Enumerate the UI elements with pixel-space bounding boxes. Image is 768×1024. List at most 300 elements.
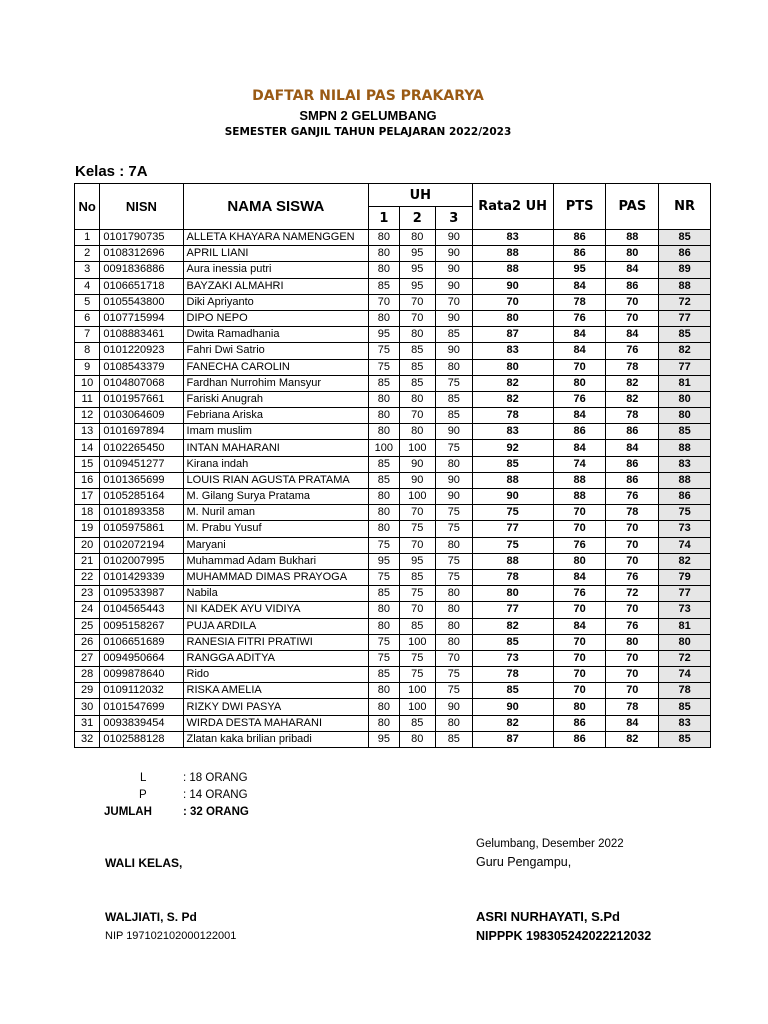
cell-nisn: 0108883461 [100,327,183,343]
cell-uh3: 85 [436,408,473,424]
cell-uh2: 95 [399,262,436,278]
cell-pts: 70 [553,683,606,699]
cell-uh2: 80 [399,230,436,246]
cell-pts: 84 [553,408,606,424]
cell-no: 18 [75,505,100,521]
cell-pts: 70 [553,634,606,650]
cell-pas: 82 [606,731,659,747]
header-uh: UH [369,184,472,207]
cell-uh3: 85 [436,731,473,747]
cell-nisn: 0104807068 [100,375,183,391]
cell-uh2: 100 [399,489,436,505]
cell-pts: 70 [553,505,606,521]
cell-rata2: 92 [472,440,553,456]
cell-uh2: 85 [399,343,436,359]
table-row [75,489,711,505]
cell-rata2: 90 [472,489,553,505]
cell-uh2: 80 [399,424,436,440]
cell-nr: 86 [659,489,711,505]
cell-uh3: 90 [436,230,473,246]
cell-nama: Muhammad Adam Bukhari [183,553,369,569]
cell-nisn: 0101429339 [100,569,183,585]
cell-nisn: 0106651718 [100,278,183,294]
cell-uh2: 70 [399,537,436,553]
cell-uh3: 90 [436,310,473,326]
cell-uh2: 85 [399,569,436,585]
cell-rata2: 78 [472,667,553,683]
cell-nama: Rido [183,667,369,683]
cell-rata2: 80 [472,310,553,326]
cell-uh1: 95 [369,327,399,343]
cell-pas: 70 [606,602,659,618]
cell-pas: 88 [606,230,659,246]
cell-no: 30 [75,699,100,715]
cell-uh1: 80 [369,683,399,699]
wali-kelas-nip: NIP 197102102000122001 [105,930,237,942]
cell-nisn: 0101893358 [100,505,183,521]
cell-uh2: 70 [399,294,436,310]
cell-nama: Febriana Ariska [183,408,369,424]
cell-nama: Dwita Ramadhania [183,327,369,343]
cell-nr: 77 [659,359,711,375]
cell-pts: 84 [553,278,606,294]
cell-no: 19 [75,521,100,537]
table-row [75,586,711,602]
cell-rata2: 90 [472,278,553,294]
cell-uh3: 90 [436,262,473,278]
cell-uh2: 95 [399,246,436,262]
cell-no: 27 [75,650,100,666]
cell-nama: RISKA AMELIA [183,683,369,699]
cell-rata2: 77 [472,602,553,618]
cell-pas: 84 [606,327,659,343]
cell-no: 2 [75,246,100,262]
cell-pts: 84 [553,343,606,359]
cell-nisn: 0101547699 [100,699,183,715]
cell-uh1: 80 [369,246,399,262]
cell-pts: 76 [553,391,606,407]
cell-nama: Zlatan kaka brilian pribadi [183,731,369,747]
cell-pas: 78 [606,699,659,715]
cell-nr: 81 [659,618,711,634]
place-date: Gelumbang, Desember 2022 [476,838,624,850]
cell-uh2: 95 [399,553,436,569]
table-row [75,715,711,731]
cell-nisn: 0108312696 [100,246,183,262]
cell-uh2: 100 [399,440,436,456]
cell-no: 21 [75,553,100,569]
cell-pas: 86 [606,456,659,472]
cell-uh1: 75 [369,343,399,359]
table-row [75,391,711,407]
cell-rata2: 88 [472,262,553,278]
cell-nisn: 0101697894 [100,424,183,440]
table-row [75,537,711,553]
cell-nisn: 0106651689 [100,634,183,650]
cell-pas: 76 [606,618,659,634]
header-pas: PAS [606,184,659,230]
table-row [75,408,711,424]
cell-no: 31 [75,715,100,731]
cell-rata2: 82 [472,715,553,731]
cell-rata2: 90 [472,699,553,715]
cell-nisn: 0105975861 [100,521,183,537]
table-row [75,230,711,246]
cell-nisn: 0103064609 [100,408,183,424]
cell-rata2: 70 [472,294,553,310]
cell-pts: 80 [553,553,606,569]
class-label: Kelas : 7A [75,163,148,180]
cell-uh3: 90 [436,424,473,440]
table-row [75,618,711,634]
cell-nama: NI KADEK AYU VIDIYA [183,602,369,618]
cell-uh2: 80 [399,731,436,747]
cell-uh1: 80 [369,521,399,537]
cell-nama: Diki Apriyanto [183,294,369,310]
table-row [75,375,711,391]
cell-rata2: 75 [472,537,553,553]
cell-nisn: 0099878640 [100,667,183,683]
cell-nama: DIPO NEPO [183,310,369,326]
cell-no: 24 [75,602,100,618]
cell-uh2: 85 [399,618,436,634]
cell-no: 28 [75,667,100,683]
cell-nr: 83 [659,715,711,731]
cell-pas: 84 [606,262,659,278]
cell-uh3: 75 [436,521,473,537]
cell-rata2: 82 [472,618,553,634]
guru-nip: NIPPPK 198305242022212032 [476,929,652,943]
cell-pts: 84 [553,569,606,585]
cell-uh2: 95 [399,278,436,294]
cell-uh2: 80 [399,391,436,407]
cell-uh2: 80 [399,327,436,343]
cell-pas: 70 [606,521,659,537]
cell-nisn: 0094950664 [100,650,183,666]
cell-pas: 86 [606,278,659,294]
cell-uh2: 85 [399,715,436,731]
cell-uh2: 75 [399,650,436,666]
table-row [75,359,711,375]
cell-nama: PUJA ARDILA [183,618,369,634]
cell-uh3: 80 [436,537,473,553]
table-row [75,246,711,262]
header-nisn: NISN [100,184,183,230]
header-pts: PTS [553,184,606,230]
cell-pas: 82 [606,391,659,407]
cell-rata2: 88 [472,472,553,488]
cell-nr: 88 [659,440,711,456]
cell-uh1: 85 [369,586,399,602]
cell-no: 4 [75,278,100,294]
cell-nisn: 0101790735 [100,230,183,246]
guru-name: ASRI NURHAYATI, S.Pd [476,909,620,924]
cell-pas: 72 [606,586,659,602]
cell-rata2: 87 [472,327,553,343]
cell-nr: 77 [659,586,711,602]
cell-rata2: 88 [472,553,553,569]
cell-nama: BAYZAKI ALMAHRI [183,278,369,294]
cell-pts: 84 [553,618,606,634]
cell-pts: 70 [553,667,606,683]
table-row [75,731,711,747]
cell-nisn: 0101220923 [100,343,183,359]
cell-no: 8 [75,343,100,359]
cell-pas: 78 [606,408,659,424]
cell-no: 10 [75,375,100,391]
summary-p-label: P [139,789,147,801]
cell-rata2: 78 [472,569,553,585]
cell-nisn: 0102588128 [100,731,183,747]
cell-nr: 72 [659,650,711,666]
cell-pas: 70 [606,553,659,569]
cell-nr: 85 [659,424,711,440]
cell-rata2: 78 [472,408,553,424]
cell-uh1: 85 [369,667,399,683]
cell-nisn: 0102265450 [100,440,183,456]
cell-no: 7 [75,327,100,343]
cell-nisn: 0101365699 [100,472,183,488]
cell-pts: 70 [553,359,606,375]
cell-pas: 70 [606,667,659,683]
cell-nama: Aura inessia putri [183,262,369,278]
semester-line: SEMESTER GANJIL TAHUN PELAJARAN 2022/2023 [224,126,512,138]
cell-no: 15 [75,456,100,472]
cell-nama: INTAN MAHARANI [183,440,369,456]
cell-uh2: 85 [399,359,436,375]
table-row [75,667,711,683]
header-uh-2: 2 [399,207,436,230]
cell-nr: 82 [659,553,711,569]
cell-rata2: 80 [472,359,553,375]
summary-l-label: L [140,772,147,784]
cell-nr: 80 [659,391,711,407]
header-nr: NR [659,184,711,230]
cell-nr: 74 [659,667,711,683]
cell-pts: 86 [553,715,606,731]
cell-uh1: 85 [369,456,399,472]
cell-nr: 86 [659,246,711,262]
cell-pas: 76 [606,489,659,505]
cell-nr: 73 [659,521,711,537]
cell-uh1: 85 [369,278,399,294]
cell-uh3: 85 [436,327,473,343]
cell-uh3: 75 [436,375,473,391]
cell-pas: 70 [606,310,659,326]
cell-nr: 77 [659,310,711,326]
cell-nama: M. Nuril aman [183,505,369,521]
summary-jumlah-label: JUMLAH [104,806,152,818]
cell-pas: 80 [606,246,659,262]
cell-uh2: 85 [399,375,436,391]
cell-no: 3 [75,262,100,278]
cell-uh3: 70 [436,294,473,310]
cell-uh3: 70 [436,650,473,666]
cell-pas: 76 [606,343,659,359]
cell-uh2: 75 [399,521,436,537]
cell-uh3: 80 [436,634,473,650]
table-row [75,505,711,521]
cell-nisn: 0102007995 [100,553,183,569]
cell-no: 29 [75,683,100,699]
cell-nama: RIZKY DWI PASYA [183,699,369,715]
cell-nr: 82 [659,343,711,359]
cell-pts: 86 [553,230,606,246]
table-row [75,294,711,310]
cell-pas: 70 [606,294,659,310]
cell-no: 26 [75,634,100,650]
cell-pas: 84 [606,715,659,731]
cell-uh3: 90 [436,278,473,294]
table-row [75,699,711,715]
cell-nisn: 0091836886 [100,262,183,278]
table-row [75,521,711,537]
cell-nisn: 0105285164 [100,489,183,505]
cell-uh3: 80 [436,586,473,602]
cell-rata2: 85 [472,634,553,650]
cell-pts: 80 [553,375,606,391]
cell-pas: 82 [606,375,659,391]
cell-uh1: 75 [369,537,399,553]
cell-nama: FANECHA CAROLIN [183,359,369,375]
cell-nr: 73 [659,602,711,618]
table-row [75,472,711,488]
summary-jumlah-value: : 32 ORANG [183,806,249,818]
cell-uh1: 80 [369,391,399,407]
cell-uh3: 80 [436,359,473,375]
cell-no: 17 [75,489,100,505]
table-row [75,602,711,618]
cell-uh3: 75 [436,683,473,699]
cell-nisn: 0109112032 [100,683,183,699]
cell-rata2: 85 [472,456,553,472]
cell-pts: 70 [553,602,606,618]
cell-no: 32 [75,731,100,747]
header-rata2-uh: Rata2 UH [472,184,553,230]
cell-pts: 88 [553,489,606,505]
cell-nisn: 0109451277 [100,456,183,472]
cell-uh3: 90 [436,246,473,262]
cell-uh2: 75 [399,667,436,683]
cell-uh1: 80 [369,230,399,246]
cell-rata2: 80 [472,586,553,602]
cell-rata2: 77 [472,521,553,537]
cell-uh2: 70 [399,505,436,521]
cell-uh3: 80 [436,602,473,618]
cell-pas: 78 [606,359,659,375]
cell-nama: LOUIS RIAN AGUSTA PRATAMA [183,472,369,488]
cell-uh2: 100 [399,683,436,699]
cell-uh1: 100 [369,440,399,456]
cell-pts: 80 [553,699,606,715]
cell-pts: 95 [553,262,606,278]
cell-uh2: 70 [399,602,436,618]
table-row [75,343,711,359]
cell-pts: 76 [553,537,606,553]
cell-nama: MUHAMMAD DIMAS PRAYOGA [183,569,369,585]
cell-pas: 70 [606,537,659,553]
table-row [75,262,711,278]
cell-rata2: 88 [472,246,553,262]
cell-nama: Maryani [183,537,369,553]
table-row [75,553,711,569]
cell-nisn: 0105543800 [100,294,183,310]
cell-no: 11 [75,391,100,407]
cell-uh1: 80 [369,489,399,505]
cell-nr: 83 [659,456,711,472]
cell-uh3: 75 [436,569,473,585]
cell-nisn: 0104565443 [100,602,183,618]
cell-nr: 78 [659,683,711,699]
cell-pts: 76 [553,310,606,326]
cell-uh1: 85 [369,375,399,391]
cell-uh2: 100 [399,699,436,715]
wali-kelas-name: WALJIATI, S. Pd [105,910,197,924]
cell-uh1: 75 [369,650,399,666]
cell-pts: 70 [553,521,606,537]
cell-pts: 84 [553,440,606,456]
cell-nama: Kirana indah [183,456,369,472]
cell-pas: 80 [606,634,659,650]
cell-rata2: 85 [472,683,553,699]
cell-uh1: 95 [369,731,399,747]
cell-pts: 78 [553,294,606,310]
cell-uh2: 70 [399,310,436,326]
summary-p-value: : 14 ORANG [183,789,248,801]
cell-nama: RANGGA ADITYA [183,650,369,666]
cell-nr: 85 [659,731,711,747]
cell-pas: 70 [606,650,659,666]
cell-nama: Fariski Anugrah [183,391,369,407]
cell-nisn: 0109533987 [100,586,183,602]
cell-no: 23 [75,586,100,602]
cell-uh1: 80 [369,602,399,618]
cell-uh2: 100 [399,634,436,650]
header-uh-1: 1 [369,207,399,230]
header-nama-siswa: NAMA SISWA [183,184,369,230]
cell-pts: 88 [553,472,606,488]
cell-pas: 70 [606,683,659,699]
cell-pts: 74 [553,456,606,472]
cell-rata2: 83 [472,343,553,359]
cell-nr: 74 [659,537,711,553]
table-row [75,310,711,326]
cell-nisn: 0107715994 [100,310,183,326]
cell-rata2: 82 [472,375,553,391]
cell-uh3: 90 [436,472,473,488]
cell-uh1: 80 [369,699,399,715]
cell-pas: 86 [606,424,659,440]
cell-no: 5 [75,294,100,310]
cell-pas: 76 [606,569,659,585]
grades-body [75,230,711,748]
table-row [75,278,711,294]
cell-uh1: 85 [369,472,399,488]
cell-nisn: 0102072194 [100,537,183,553]
cell-uh3: 80 [436,618,473,634]
cell-uh2: 75 [399,586,436,602]
cell-nama: Imam muslim [183,424,369,440]
cell-uh3: 85 [436,391,473,407]
cell-no: 22 [75,569,100,585]
cell-nr: 85 [659,327,711,343]
cell-uh2: 90 [399,456,436,472]
cell-nama: WIRDA DESTA MAHARANI [183,715,369,731]
table-row [75,650,711,666]
cell-nisn: 0108543379 [100,359,183,375]
cell-nr: 85 [659,230,711,246]
cell-no: 16 [75,472,100,488]
